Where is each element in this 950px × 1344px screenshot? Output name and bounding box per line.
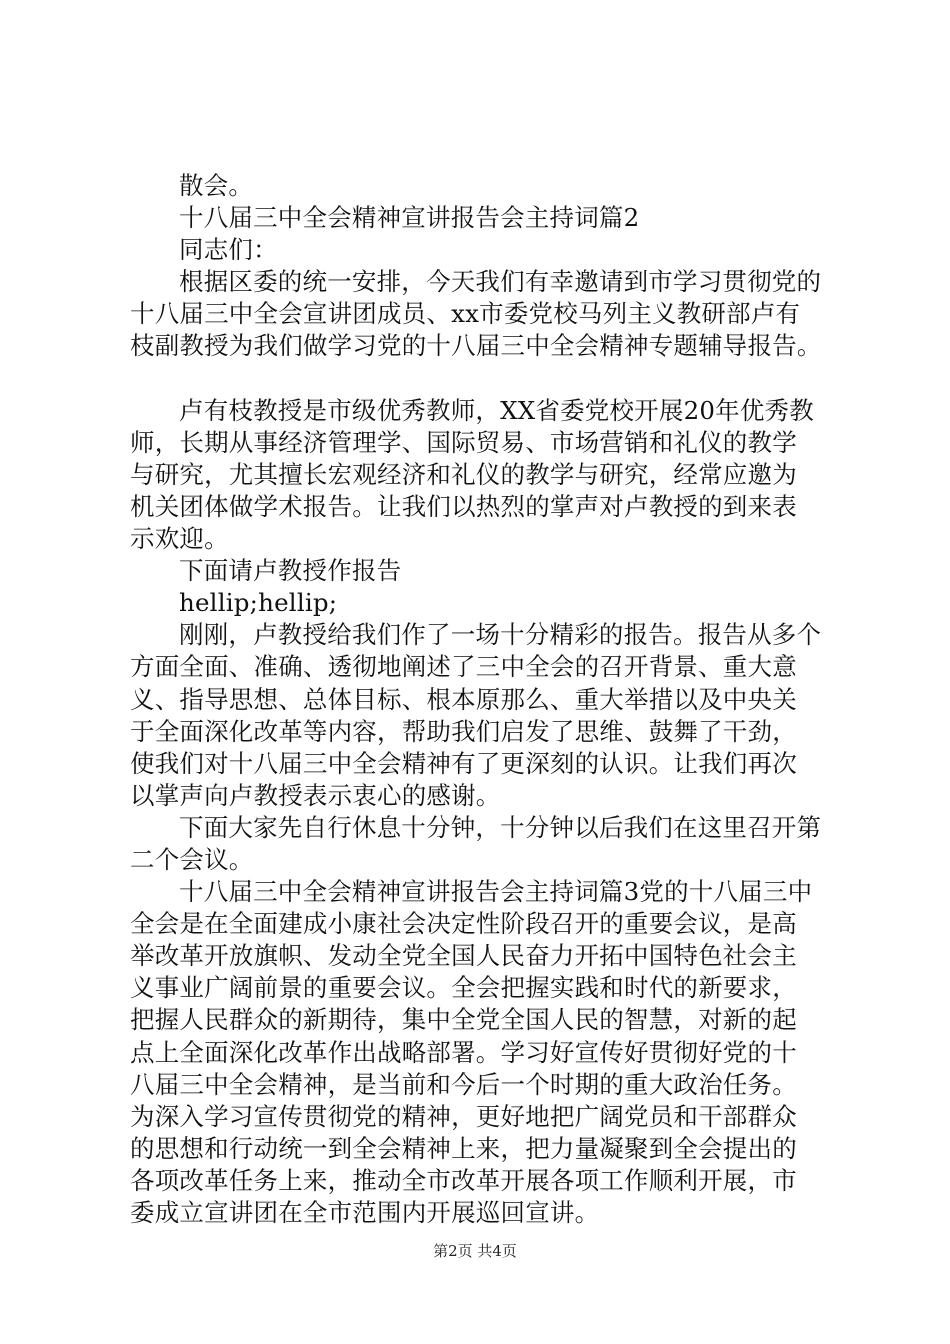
text-line: 为深入学习宣传贯彻党的精神，更好地把广阔党员和干部群众 (130, 1101, 797, 1131)
text-line: 义、指导思想、总体目标、根本原那么、重大举措以及中央关 (130, 684, 797, 714)
text-line: 点上全面深化改革作出战略部署。学习好宣传好贯彻好党的十 (130, 1037, 797, 1067)
text-line: 散会。 (179, 171, 254, 200)
salutation: 同志们： (179, 235, 278, 265)
text-line: 全会是在全面建成小康社会决定性阶段召开的重要会议，是高 (130, 909, 797, 939)
section-heading: 十八届三中全会精神宣讲报告会主持词篇2 (179, 203, 640, 233)
text-line: 方面全面、准确、透彻地阐述了三中全会的召开背景、重大意 (130, 652, 797, 682)
text-line: 把握人民群众的新期待，集中全党全国人民的智慧，对新的起 (130, 1005, 797, 1035)
text-line: 刚刚，卢教授给我们作了一场十分精彩的报告。报告从多个 (179, 620, 822, 650)
text-line: 示欢迎。 (130, 524, 229, 554)
section-heading: 十八届三中全会精神宣讲报告会主持词篇3党的十八届三中 (179, 877, 813, 907)
text-line: 枝副教授为我们做学习党的十八届三中全会精神专题辅导报告。 (130, 331, 822, 361)
text-line: 八届三中全会精神，是当前和今后一个时期的重大政治任务。 (130, 1069, 797, 1099)
page-number-footer: 第2页 共4页 (433, 1242, 517, 1260)
text-line: 的思想和行动统一到全会精神上来，把力量凝聚到全会提出的 (130, 1133, 797, 1163)
text-line: 根据区委的统一安排，今天我们有幸邀请到市学习贯彻党的 (179, 267, 822, 297)
text-line: 二个会议。 (130, 844, 254, 874)
text-line: hellip;hellip; (179, 588, 338, 618)
document-body (130, 170, 850, 1229)
text-line: 义事业广阔前景的重要会议。全会把握实践和时代的新要求， (130, 973, 797, 1003)
text-line: 卢有枝教授是市级优秀教师，XX省委党校开展20年优秀教 (179, 395, 814, 425)
text-line: 使我们对十八届三中全会精神有了更深刻的认识。让我们再次 (130, 748, 797, 778)
text-line: 师，长期从事经济管理学、国际贸易、市场营销和礼仪的教学 (130, 427, 797, 457)
text-line: 以掌声向卢教授表示衷心的感谢。 (130, 780, 501, 810)
text-line: 于全面深化改革等内容，帮助我们启发了思维、鼓舞了干劲， (130, 716, 797, 746)
text-line: 下面大家先自行休息十分钟，十分钟以后我们在这里召开第 (179, 812, 822, 842)
text-line: 委成立宣讲团在全市范围内开展巡回宣讲。 (130, 1198, 600, 1227)
text-line: 举改革开放旗帜、发动全党全国人民奋力开拓中国特色社会主 (130, 941, 797, 971)
text-line: 下面请卢教授作报告 (179, 556, 402, 586)
blank-line (130, 363, 850, 395)
text-line: 十八届三中全会宣讲团成员、xx市委党校马列主义教研部卢有 (130, 299, 801, 329)
text-line: 各项改革任务上来，推动全市改革开展各项工作顺利开展，市 (130, 1165, 797, 1195)
text-line: 机关团体做学术报告。让我们以热烈的掌声对卢教授的到来表 (130, 491, 797, 521)
text-line: 与研究，尤其擅长宏观经济和礼仪的教学与研究，经常应邀为 (130, 459, 797, 489)
